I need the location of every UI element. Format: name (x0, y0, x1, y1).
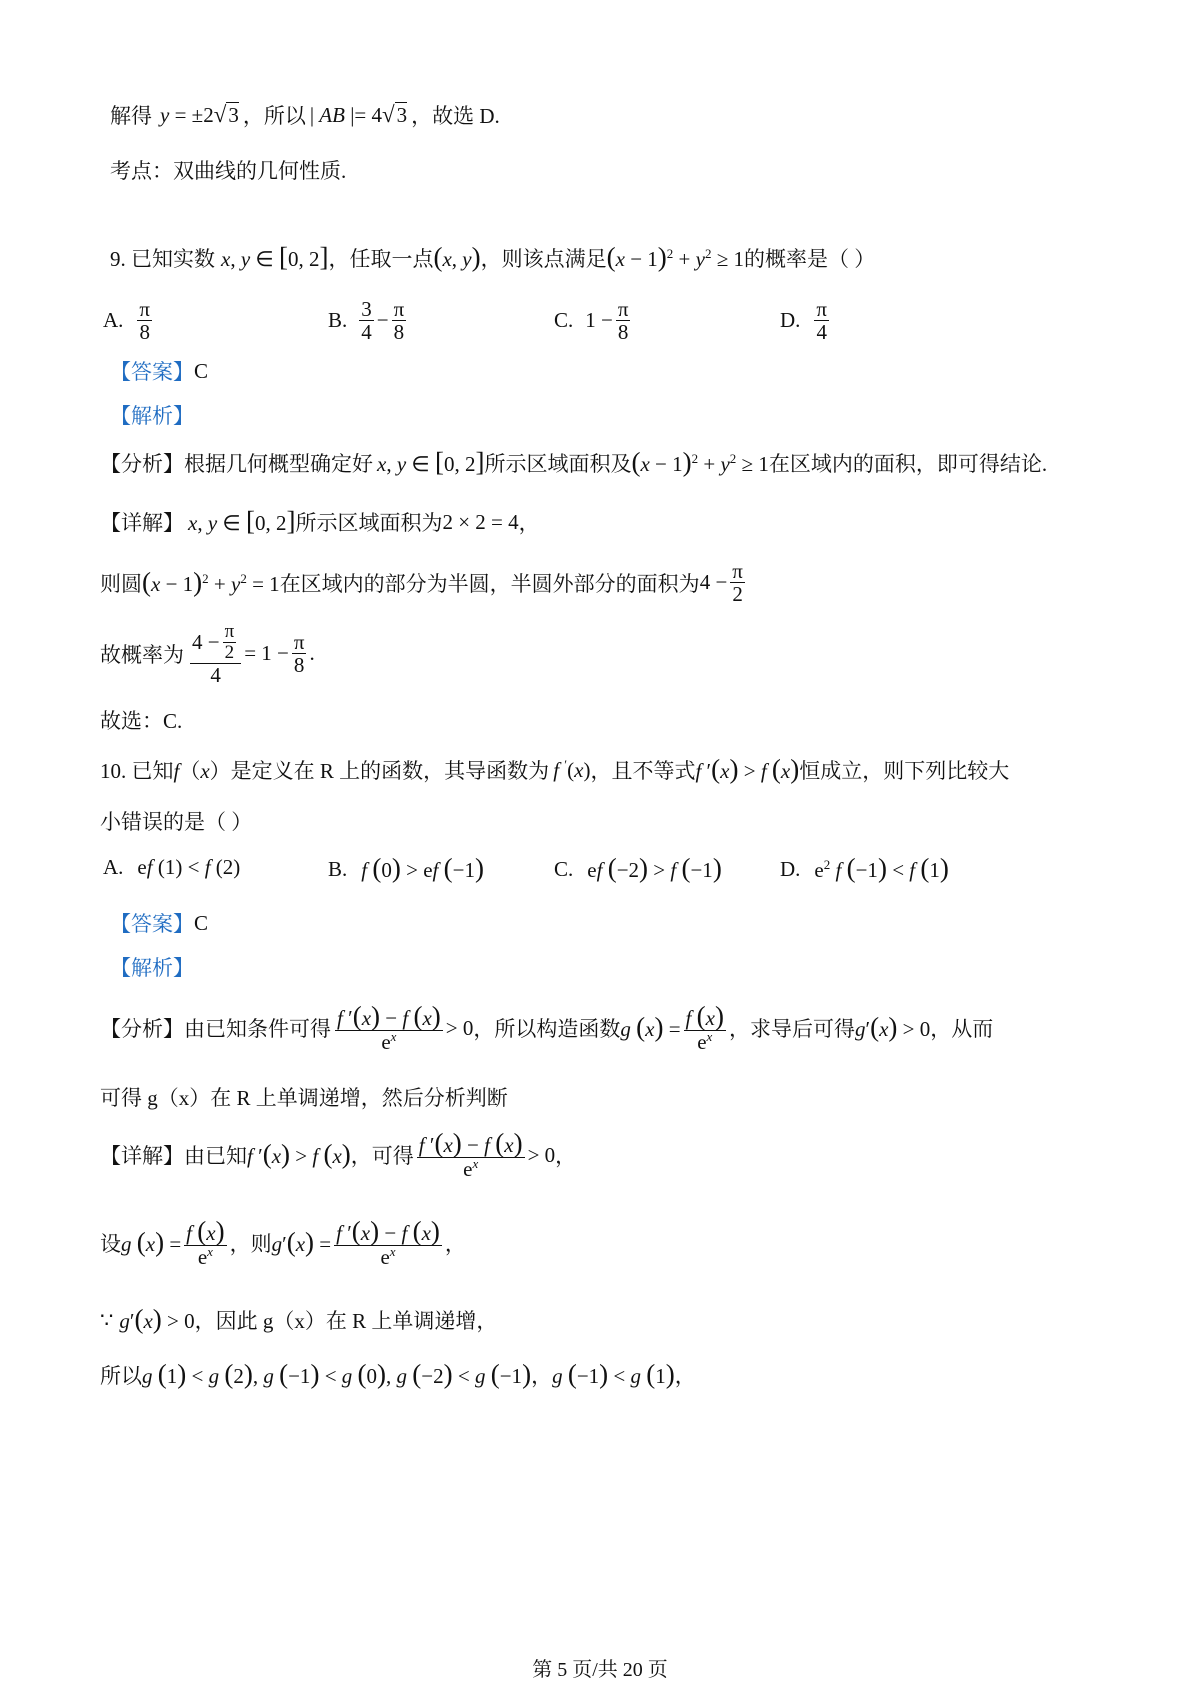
text: ，因此 g（x）在 R 上单调递增， (194, 1309, 498, 1333)
text: 由已知 (184, 1144, 247, 1169)
q9-option-b: B. $\frac{3}{4}$ − $\frac{\pi}{8}$ (328, 297, 405, 345)
q9-detail-3: 故概率为 4 − $\frac{\pi}{2}$ 4 = 1 − $\frac{\pi}{8}$ . (100, 621, 315, 687)
q10-detail-1: 【详解】 由已知 f ′(x) > f (x) ，可得 $\frac{f '(x) - f (x)}{e^x}$ > 0 ， (100, 1128, 577, 1181)
q9-detail-1 (100, 507, 540, 537)
text: 所示区域面积及 (484, 452, 632, 476)
q9-option-c: C. 1 − $\frac{\pi}{8}$ (554, 297, 629, 345)
fraction: $\frac{\pi}{4}$ (816, 297, 828, 345)
fraction: $\frac{f '(x) - f (x)}{e^x}$ (336, 1216, 440, 1269)
page-footer: 第 5 页/共 20 页 (532, 1659, 668, 1681)
math: g′(x) > 0 (854, 1012, 931, 1043)
option-label: D. (780, 308, 801, 333)
text: 【详解】 (100, 511, 184, 535)
fraction: $\frac{\pi}{8}$ (617, 297, 629, 345)
q9-stem (110, 243, 875, 273)
text: 故选：C. (100, 709, 183, 733)
text: ，可得 (350, 1144, 414, 1169)
fraction: 4 − $\frac{\pi}{2}$ 4 (190, 622, 241, 686)
text: 9. 已知实数 (110, 247, 215, 271)
math: f ′(x) > f (x) (695, 754, 800, 784)
q10-analysis: 【分析】 由已知条件可得 $\frac{f '(x) - f (x)}{e^x}$ > 0 ，所以构造函数 g (x) = $\frac{f (x)}{e^x}$ ，求导后可得 g′(x) > 0 ，从而 (100, 1001, 994, 1054)
text: ， (674, 1364, 696, 1388)
text: 的概率是（ ） (743, 247, 876, 271)
text: 【分析】 (100, 1017, 184, 1042)
text: ，故选 D. (411, 104, 500, 128)
text: ，任取一点 (328, 247, 434, 271)
math: g (x) = (620, 1012, 681, 1043)
math: | AB |= 4√3 (309, 102, 408, 127)
text: . (309, 641, 315, 666)
jiexi-tag: 【解析】 (110, 404, 194, 428)
text: ，从而 (930, 1017, 994, 1042)
q10-detail-3 (100, 1305, 497, 1335)
text: ，求导后可得 (728, 1017, 855, 1042)
text: ∵ (100, 1307, 114, 1332)
text: 所示区域面积为 (295, 511, 443, 535)
text: 在区域内的面积，即可得结论. (768, 452, 1048, 476)
answer-value: C (194, 358, 209, 383)
q10-answer (110, 908, 208, 938)
text: 根据几何概型确定好 (184, 452, 373, 476)
text: ，所以构造函数 (473, 1017, 621, 1042)
q10-analysis-2 (100, 1082, 508, 1112)
text: 故概率为 (100, 642, 184, 667)
text: 【详解】 (100, 1144, 184, 1169)
answer-value: C (194, 910, 209, 935)
text: 考点：双曲线的几何性质. (110, 159, 347, 183)
option-label: D. (780, 856, 801, 881)
math: g′(x) > 0 (119, 1304, 195, 1334)
text: ，所以 (242, 104, 306, 128)
text: 恒成立，则下列比较大 (799, 759, 1010, 783)
option-label: A. (103, 855, 124, 879)
q9-answer (110, 356, 208, 386)
text: 在区域内的部分为半圆，半圆外部分的面积为 (279, 571, 700, 596)
math: x, y ∈ [0, 2] (188, 506, 296, 536)
text: ，且不等式 (590, 759, 696, 783)
q9-detail-2 (100, 560, 748, 605)
q9-option-d (780, 298, 832, 343)
math: f ′(x) > f (x) (247, 1139, 351, 1170)
math: x, y ∈ [0, 2] (221, 242, 329, 272)
text: ， (444, 1232, 466, 1257)
q9-conclusion (100, 705, 182, 735)
q10-option-a: A. ef (1) < f (2) (103, 855, 241, 879)
fraction: $\frac{\pi}{8}$ (293, 630, 305, 678)
q10-option-d: D. $e^2$ f (−1) < f (1) (780, 853, 949, 883)
math: y = ±2√3 (160, 102, 239, 127)
text: 所以 (100, 1364, 142, 1388)
text: ，则该点满足 (480, 247, 607, 271)
math: f ′(x) (553, 756, 591, 782)
text: ，则 (229, 1232, 272, 1257)
text: 设 (100, 1232, 121, 1257)
math: g (1) < g (2), g (−1) < g (0), g (−2) < g (−1) (142, 1359, 532, 1389)
text: 则圆 (100, 571, 142, 596)
text: 是定义在 R 上的函数，其导函数为 (230, 759, 550, 783)
q10-stem-2 (100, 806, 252, 836)
text: 小错误的是（ ） (100, 810, 253, 834)
math: g (−1) < g (1) (552, 1359, 675, 1389)
math: 2 × 2 = 4 (442, 509, 519, 534)
q10-jiexi (110, 952, 194, 982)
fraction: $\frac{\pi}{8}$ (139, 297, 151, 345)
fraction: $\frac{f (x)}{e^x}$ (186, 1216, 225, 1269)
math: $(x - 1)^2 + y^2 \ge 1$ (606, 242, 744, 272)
text: 可得 g（x）在 R 上单调递增，然后分析判断 (100, 1086, 508, 1110)
text: 解得 (110, 104, 152, 128)
math: g′(x) = (271, 1227, 332, 1258)
option-label: B. (328, 308, 348, 333)
math: g (x) = (121, 1227, 182, 1258)
q10-option-b: B. f (0) > ef (−1) (328, 853, 484, 883)
math: f（x） (173, 759, 231, 783)
math: $(x - 1)^2 + y^2 = 1$ (142, 566, 280, 597)
prev-solution-line (110, 100, 500, 130)
q10-option-c: C. ef (−2) > f (−1) (554, 853, 722, 883)
math: x, y ∈ [0, 2] (377, 447, 485, 477)
q9-option-a (103, 298, 155, 343)
option-label: C. (554, 308, 574, 333)
fraction: $\frac{f '(x) - f (x)}{e^x}$ (337, 1001, 441, 1054)
q9-analysis (100, 448, 1047, 478)
kaodian (110, 155, 346, 185)
jiexi-tag: 【解析】 (110, 956, 194, 980)
q10-stem (100, 755, 1009, 785)
answer-tag: 【答案】 (110, 360, 194, 384)
math: $(x - 1)^2 + y^2 \ge 1$ (631, 447, 769, 477)
fraction: $\frac{3}{4}$ (361, 297, 372, 345)
text: ， (531, 1364, 553, 1388)
answer-tag: 【答案】 (110, 912, 194, 936)
option-label: A. (103, 308, 124, 333)
text: 由已知条件可得 (184, 1017, 331, 1042)
q9-jiexi (110, 400, 194, 430)
text: 【分析】 (100, 452, 184, 476)
fraction: $\frac{f (x)}{e^x}$ (685, 1001, 724, 1054)
fraction: $\frac{\pi}{8}$ (393, 297, 405, 345)
fraction: $\frac{\pi}{2}$ (732, 559, 743, 607)
math: 4 − (699, 570, 728, 595)
math: (x, y) (433, 242, 481, 272)
q10-detail-2 (100, 1218, 466, 1268)
option-label: C. (554, 856, 574, 881)
text: ， (518, 511, 540, 535)
text: ， (555, 1144, 577, 1169)
option-label: B. (328, 856, 348, 881)
text: 10. 已知 (100, 759, 174, 783)
q10-detail-4 (100, 1360, 696, 1390)
fraction: $\frac{f '(x) - f (x)}{e^x}$ (418, 1128, 523, 1181)
